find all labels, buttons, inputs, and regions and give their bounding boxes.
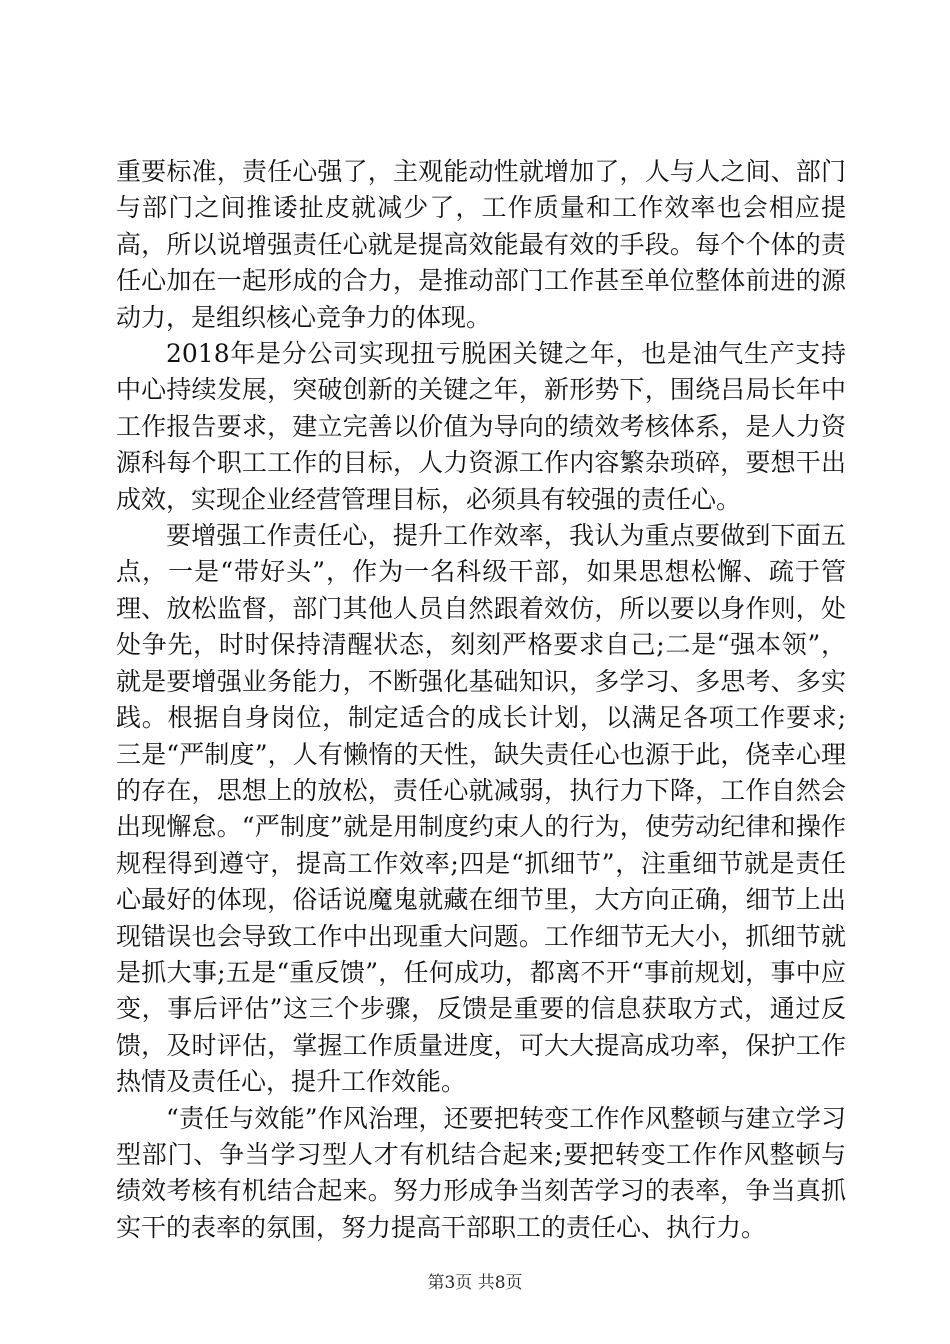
paragraph-conclusion: “责任与效能”作风治理，还要把转变工作作风整顿与建立学习型部门、争当学习型人才有机结合起来;要把转变工作作风整顿与绩效考核有机结合起来。努力形成争当刻苦学习的表率，争当真抓实干的表率的氛围，努力提高干部职工的责任心、执行力。 [116,1103,846,1242]
paragraph-2018-goals: 2018年是分公司实现扭亏脱困关键之年，也是油气生产支持中心持续发展，突破创新的关键之年，新形势下，围绕吕局长年中工作报告要求，建立完善以价值为导向的绩效考核体系，是人力资源科每个职工工作的目标，人力资源工作内容繁杂琐碎，要想干出成效，实现企业经营管理目标，必须具有较强的责任心。 [116,339,846,514]
paragraph-continuation: 重要标准，责任心强了，主观能动性就增加了，人与人之间、部门与部门之间推诿扯皮就减少了，工作质量和工作效率也会相应提高，所以说增强责任心就是提高效能最有效的手段。每个个体的责任心加在一起形成的合力，是推动部门工作甚至单位整体前进的源动力，是组织核心竞争力的体现。 [116,157,846,332]
paragraph-five-points: 要增强工作责任心，提升工作效率，我认为重点要做到下面五点，一是“带好头”，作为一名科级干部，如果思想松懈、疏于管理、放松监督，部门其他人员自然跟着效仿，所以要以身作则，处处争先，时时保持清醒状态，刻刻严格要求自己;二是“强本领”，就是要增强业务能力，不断强化基础知识，多学习、多思考、多实践。根据自身岗位，制定适合的成长计划，以满足各项工作要求;三是“严制度”，人有懒惰的天性，缺失责任心也源于此，侥幸心理的存在，思想上的放松，责任心就减弱，执行力下降，工作自然会出现懈怠。“严制度”就是用制度约束人的行为，使劳动纪律和操作规程得到遵守，提高工作效率;四是“抓细节”，注重细节就是责任心最好的体现，俗话说魔鬼就藏在细节里，大方向正确，细节上出现错误也会导致工作中出现重大问题。工作细节无大小，抓细节就是抓大事;五是“重反馈”，任何成功，都离不开“事前规划，事中应变，事后评估”这三个步骤，反馈是重要的信息获取方式，通过反馈，及时评估，掌握工作质量进度，可大大提高成功率，保护工作热情及责任心，提升工作效能。 [116,521,846,1097]
page-footer: 第3页 共8页 [427,1273,523,1293]
document-body [116,154,846,1246]
